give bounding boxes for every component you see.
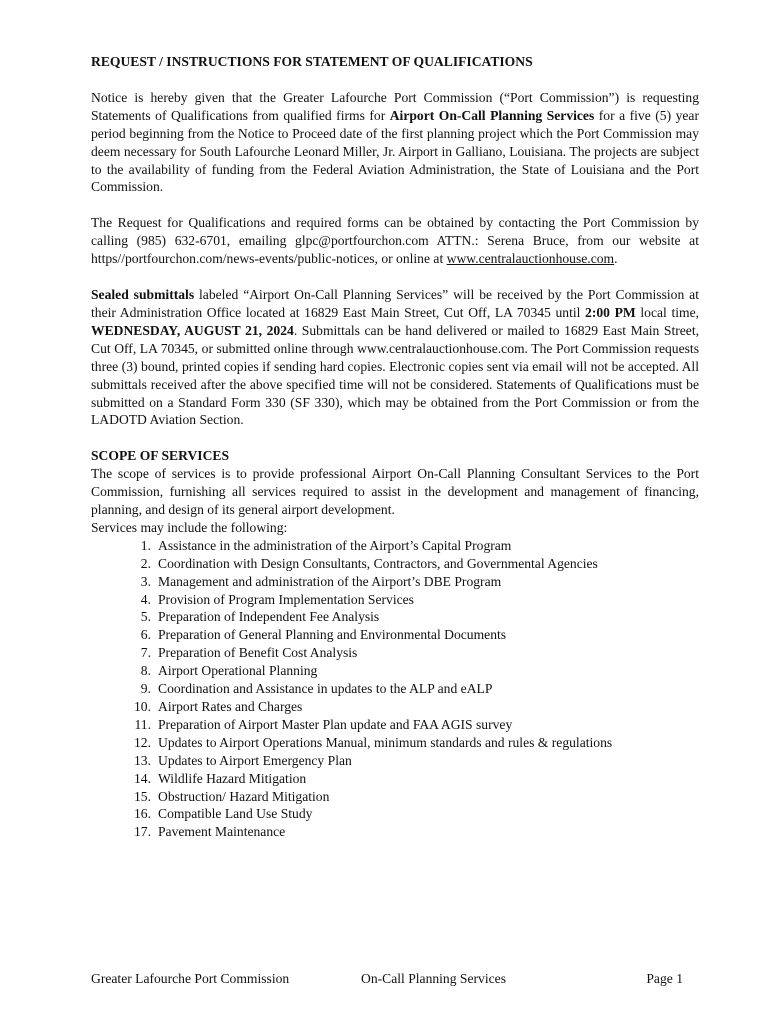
scope-heading: SCOPE OF SERVICES <box>91 448 230 464</box>
service-item-number: 16. <box>134 806 151 822</box>
service-item-number: 6. <box>140 627 151 643</box>
service-item-number: 11. <box>134 716 151 732</box>
service-item-number: 3. <box>140 573 151 589</box>
contact-paragraph <box>91 214 699 268</box>
service-item <box>91 680 699 698</box>
service-item-text: Updates to Airport Emergency Plan <box>158 752 352 768</box>
deadline-date: WEDNESDAY, AUGUST 21, 2024 <box>91 322 294 338</box>
submittal-text-2: local time, <box>635 304 699 320</box>
service-item <box>91 805 699 823</box>
service-item-number: 17. <box>134 824 151 840</box>
scope-intro: The scope of services is to provide professional Airport On-Call Planning Consultant Services to the Port Commission, furnishing all services required to assist in the development and management of financing, planning, and design of its general airport development. <box>91 466 699 518</box>
footer-organization: Greater Lafourche Port Commission <box>91 971 290 986</box>
service-item-number: 7. <box>140 645 151 661</box>
service-item <box>91 698 699 716</box>
services-list <box>91 537 699 841</box>
service-item-text: Preparation of Airport Master Plan update and FAA AGIS survey <box>158 716 513 732</box>
service-item-number: 10. <box>134 699 151 714</box>
submittal-text-1: labeled “Airport On-Call Planning Services” will be received by the Port Commission at their Administration Office located at 16829 East Main Street, Cut Off, LA 70345 until <box>91 287 699 320</box>
service-item-number: 4. <box>140 591 151 607</box>
service-item-text: Preparation of General Planning and Environmental Documents <box>158 627 507 643</box>
service-item-number: 14. <box>134 770 151 786</box>
service-item-number: 12. <box>134 734 151 750</box>
service-item <box>91 823 699 841</box>
contact-text: The Request for Qualifications and required forms can be obtained by contacting the Port Commission by calling (985) 632-6701, emailing glpc@portfourchon.com ATTN.: Serena Bruce, from our website at https//portfourchon.com/news-events/public-notices, or online at <box>91 215 699 267</box>
service-item <box>91 626 699 644</box>
service-item-text: Wildlife Hazard Mitigation <box>158 770 307 786</box>
notice-text-2: for a five (5) year period beginning from the Notice to Proceed date of the first planning project which the Port Commission may deem necessary for South Lafourche Leonard Miller, Jr. Airport in Galliano, Louisiana. The projects are subject to the availability of funding from the Federal Aviation Administration, the State of Louisiana and the Port Commission. <box>91 107 699 195</box>
service-item <box>91 591 699 609</box>
service-item <box>91 537 699 555</box>
service-item-text: Management and administration of the Airport’s DBE Program <box>158 573 502 589</box>
deadline-time: 2:00 PM <box>585 304 636 320</box>
service-item-number: 13. <box>134 752 151 768</box>
sealed-submittals-bold: Sealed submittals <box>91 287 195 303</box>
document-body <box>91 53 699 841</box>
footer-page-number: Page 1 <box>646 971 683 986</box>
service-item-text: Airport Rates and Charges <box>158 699 303 714</box>
service-item-text: Coordination and Assistance in updates to the ALP and eALP <box>158 681 493 697</box>
service-item-number: 5. <box>140 609 151 625</box>
service-item-number: 9. <box>140 681 151 697</box>
notice-text-1: Notice is hereby given that the Greater Lafourche Port Commission (“Port Commission”) is requesting Statements of Qualifications from qualified firms for <box>91 89 699 123</box>
service-item-text: Coordination with Design Consultants, Contractors, and Governmental Agencies <box>158 555 598 571</box>
service-item <box>91 555 699 573</box>
document-title: REQUEST / INSTRUCTIONS FOR STATEMENT OF QUALIFICATIONS <box>91 54 533 69</box>
service-item-text: Compatible Land Use Study <box>158 806 313 822</box>
footer-title: On-Call Planning Services <box>361 971 506 986</box>
contact-text-end: . <box>614 251 618 267</box>
service-item <box>91 573 699 591</box>
service-item-text: Preparation of Independent Fee Analysis <box>158 609 380 625</box>
submittal-text-3: . Submittals can be hand delivered or mailed to 16829 East Main Street, Cut Off, LA 70345, or submitted online through www.centralauctionhouse.com. The Port Commission requests three (3) bound, printed copies if sending hard copies. Electronic copies sent via email will not be accepted. All submittals received after the above specified time will not be considered. Statements of Qualifications must be submitted on a Standard Form 330 (SF 330), which may be obtained from the Port Commission or from the LADOTD Aviation Section. <box>91 322 699 428</box>
notice-paragraph <box>91 89 699 196</box>
central-auction-link[interactable]: www.centralauctionhouse.com <box>446 251 615 267</box>
service-item-number: 8. <box>140 663 151 679</box>
service-item <box>91 770 699 788</box>
service-item <box>91 734 699 752</box>
scope-lead: Services may include the following: <box>91 519 288 535</box>
service-item-text: Pavement Maintenance <box>158 824 286 840</box>
service-item-text: Assistance in the administration of the Airport’s Capital Program <box>158 537 512 553</box>
service-name-bold: Airport On-Call Planning Services <box>389 107 595 123</box>
service-item-text: Airport Operational Planning <box>158 663 318 679</box>
service-item-text: Preparation of Benefit Cost Analysis <box>158 645 358 661</box>
service-item-text: Obstruction/ Hazard Mitigation <box>158 788 330 804</box>
service-item <box>91 752 699 770</box>
service-item <box>91 644 699 662</box>
service-item-number: 15. <box>134 788 151 804</box>
service-item-text: Provision of Program Implementation Services <box>158 591 414 607</box>
service-item-number: 1. <box>140 537 151 553</box>
service-item <box>91 662 699 680</box>
service-item-number: 2. <box>140 555 151 571</box>
service-item-text: Updates to Airport Operations Manual, minimum standards and rules & regulations <box>158 734 613 750</box>
submittal-paragraph <box>91 286 699 429</box>
service-item <box>91 608 699 626</box>
service-item <box>91 716 699 734</box>
service-item <box>91 788 699 806</box>
